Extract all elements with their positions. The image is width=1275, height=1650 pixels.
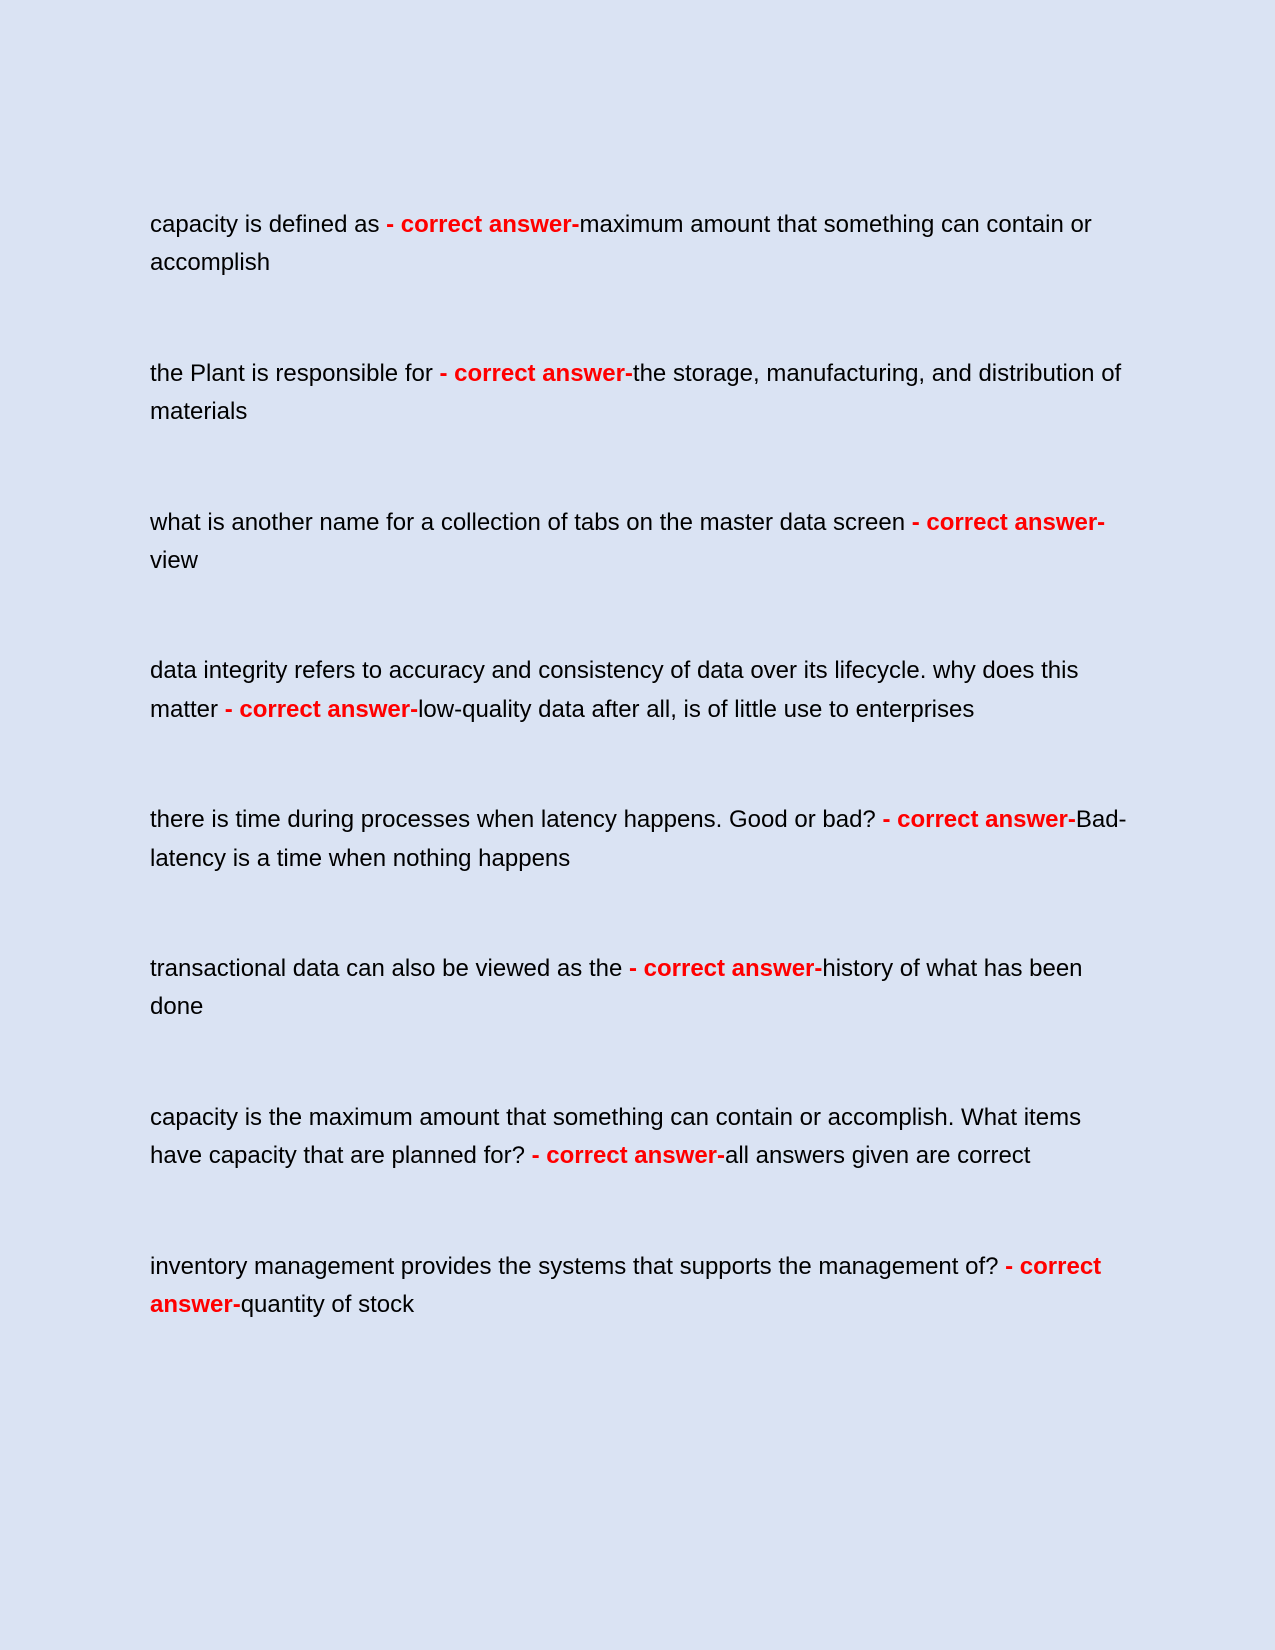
qa-item bbox=[150, 652, 1135, 729]
question-text: data integrity refers to accuracy and consistency of data over its lifecycle. why does this matter bbox=[150, 657, 1079, 723]
answer-marker: - correct answer- bbox=[882, 806, 1076, 834]
document-body bbox=[150, 206, 1135, 1397]
answer-marker: - correct answer- bbox=[224, 695, 419, 723]
answer-marker: - correct answer- bbox=[628, 955, 823, 983]
qa-item bbox=[150, 1248, 1135, 1325]
question-text: inventory management provides the systems that supports the management of? bbox=[150, 1252, 1006, 1280]
answer-marker: - correct answer- bbox=[439, 359, 633, 387]
question-text: capacity is defined as bbox=[150, 211, 387, 238]
question-text: capacity is the maximum amount that something can contain or accomplish. What items have capacity that are planned for? bbox=[150, 1103, 1082, 1170]
question-text: what is another name for a collection of tabs on the master data screen bbox=[150, 508, 912, 536]
qa-item bbox=[150, 355, 1135, 432]
qa-item bbox=[150, 950, 1135, 1027]
qa-item bbox=[150, 206, 1135, 283]
answer-text: low-quality data after all, is of little use to enterprises bbox=[418, 695, 975, 723]
answer-text: maximum amount that something can contain or accomplish bbox=[150, 211, 1092, 277]
answer-marker: - correct answer- bbox=[150, 1252, 1102, 1319]
answer-marker: - correct answer- bbox=[911, 508, 1106, 536]
qa-item bbox=[150, 801, 1135, 878]
question-text: transactional data can also be viewed as the bbox=[150, 955, 629, 983]
question-text: the Plant is responsible for bbox=[150, 359, 440, 387]
question-text: there is time during processes when latency happens. Good or bad? bbox=[150, 806, 883, 834]
answer-text: Bad- latency is a time when nothing happens bbox=[150, 806, 1127, 872]
answer-text: quantity of stock bbox=[240, 1291, 415, 1319]
answer-text: view bbox=[150, 547, 199, 575]
qa-item bbox=[150, 504, 1135, 581]
answer-marker: - correct answer- bbox=[531, 1142, 725, 1170]
answer-text: history of what has been done bbox=[150, 955, 1083, 1021]
answer-marker: - correct answer- bbox=[386, 211, 580, 238]
qa-item bbox=[150, 1099, 1135, 1176]
answer-text: the storage, manufacturing, and distribution of materials bbox=[150, 359, 1122, 426]
answer-text: all answers given are correct bbox=[725, 1142, 1031, 1170]
